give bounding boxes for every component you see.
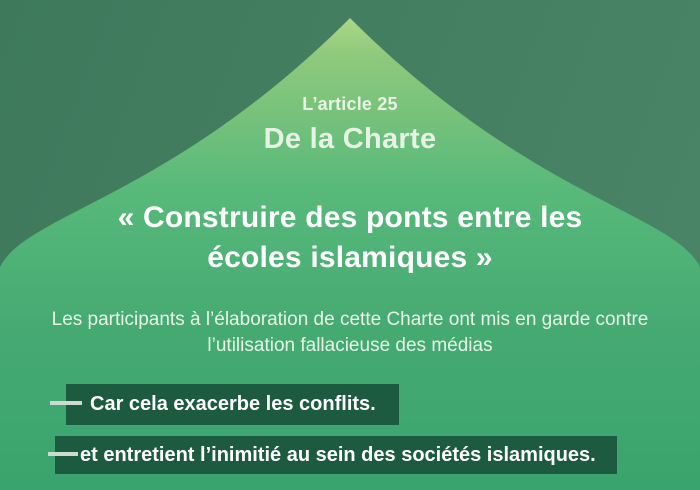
callout-text-2: et entretient l’inimitié au sein des sociétés islamiques. <box>80 443 596 466</box>
callout-box-1 <box>66 384 399 425</box>
connector-dash-2 <box>48 452 78 456</box>
callout-text-1: Car cela exacerbe les conflits. <box>90 393 376 415</box>
article-label: L’article 25 <box>302 94 398 114</box>
quote-line-1: « Construire des ponts entre les <box>117 201 583 234</box>
connector-dash-1 <box>50 401 82 405</box>
callout-box-2 <box>55 436 617 474</box>
quote-heading <box>0 198 700 278</box>
lead-line-1: Les participants à l’élaboration de cette Charte ont mis en garde contre <box>51 309 649 330</box>
quote-line-2: écoles islamiques » <box>207 241 493 274</box>
lead-line-2: l’utilisation fallacieuse des médias <box>207 335 493 356</box>
charte-title: De la Charte <box>263 123 437 155</box>
lead-paragraph <box>0 307 700 359</box>
